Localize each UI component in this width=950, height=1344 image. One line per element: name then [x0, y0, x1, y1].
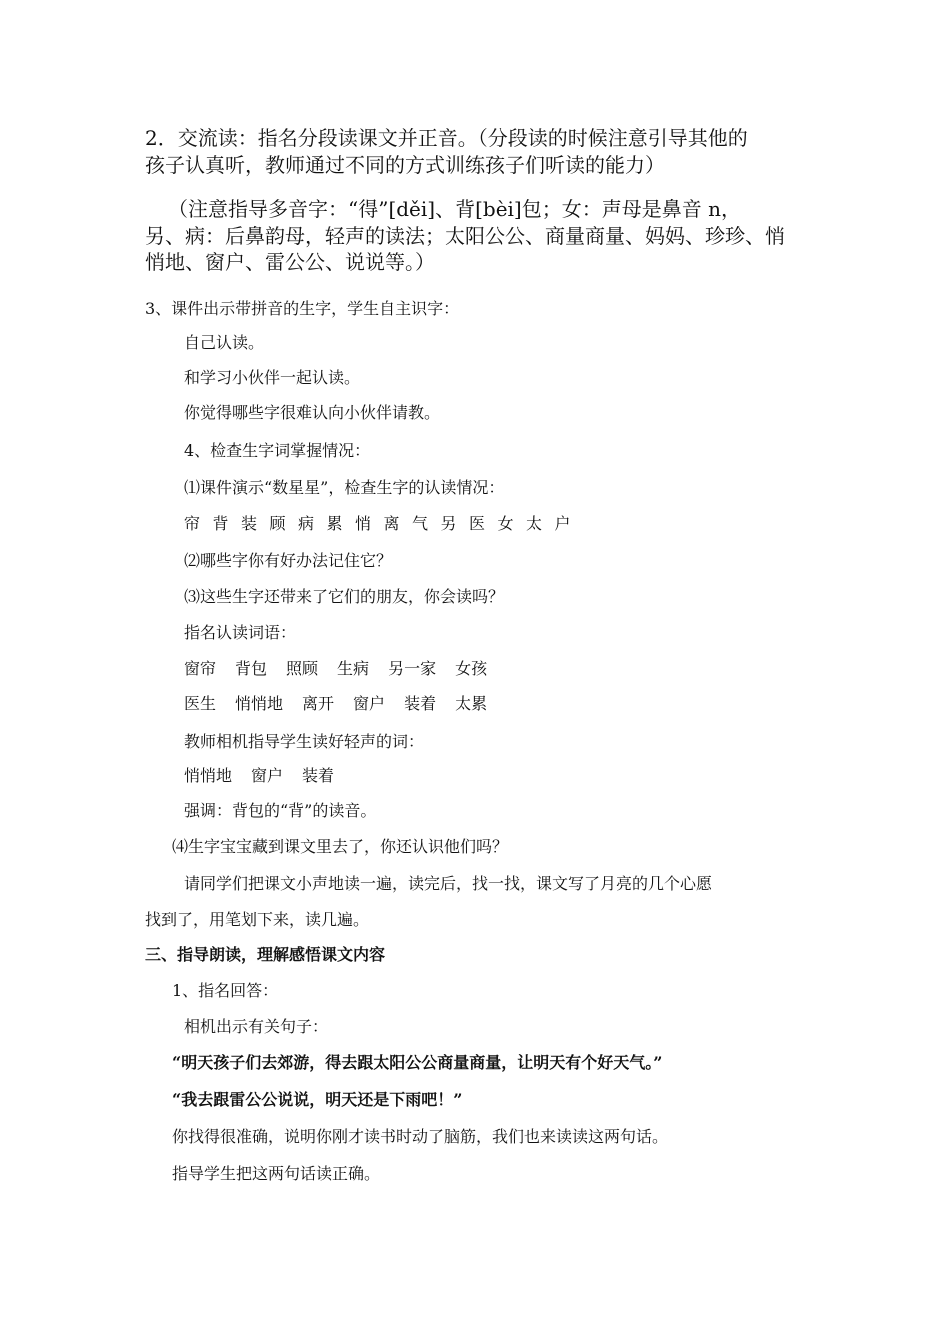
word: 离开: [302, 694, 335, 713]
character: 背: [212, 514, 229, 533]
emphasis-note: 强调：背包的“背”的读音。: [184, 801, 377, 820]
new-characters-row: [184, 513, 583, 535]
words-row-2: [184, 693, 506, 715]
word: 窗帘: [184, 659, 217, 678]
word: 装着: [302, 766, 335, 785]
word: 医生: [184, 694, 217, 713]
character: 帘: [184, 514, 201, 533]
step-ask-partner: 你觉得哪些字很难认向小伙伴请教。: [184, 403, 441, 422]
character: 太: [526, 514, 543, 533]
reading-instruction-line2: 找到了，用笔划下来，读几遍。: [145, 910, 370, 929]
check-item-2: ⑵哪些字你有好办法记住它？: [184, 551, 393, 570]
pronunciation-note-line2: 另、病：后鼻韵母，轻声的读法；太阳公公、商量商量、妈妈、珍珍、悄: [145, 224, 785, 248]
character: 女: [497, 514, 514, 533]
section2-line2: 孩子认真听，教师通过不同的方式训练孩子们听读的能力）: [145, 153, 665, 177]
section4-heading: 4、检查生字词掌握情况：: [184, 441, 371, 460]
character: 离: [383, 514, 400, 533]
quote-sentence-2: “我去跟雷公公说说，明天还是下雨吧！”: [172, 1090, 463, 1109]
quote-sentence-1: “明天孩子们去郊游，得去跟太阳公公商量商量，让明天有个好天气。”: [172, 1053, 663, 1072]
words-label: 指名认读词语：: [184, 623, 297, 642]
word: 装着: [404, 694, 437, 713]
word: 另一家: [388, 659, 437, 678]
word: 生病: [337, 659, 370, 678]
step-self-read: 自己认读。: [184, 333, 265, 352]
light-tone-words: [184, 765, 353, 787]
word: 悄悄地: [235, 694, 284, 713]
character: 病: [298, 514, 315, 533]
word: 窗户: [251, 766, 284, 785]
light-tone-label: 教师相机指导学生读好轻声的词：: [184, 732, 425, 751]
section3-heading: 3、课件出示带拼音的生字，学生自主识字：: [145, 299, 460, 318]
part3-heading: 三、指导朗读，理解感悟课文内容: [145, 945, 386, 964]
word: 背包: [235, 659, 268, 678]
word: 女孩: [455, 659, 488, 678]
point-1: 1、指名回答：: [172, 981, 279, 1000]
check-item-1: ⑴课件演示“数星星”，检查生字的认读情况：: [184, 478, 505, 497]
pronunciation-note-line3: 悄地、窗户、雷公公、说说等。）: [145, 250, 435, 274]
pronunciation-note-line1: （注意指导多音字：“得”[děi]、背[bèi]包；女：声母是鼻音 n，: [168, 197, 741, 221]
character: 医: [469, 514, 486, 533]
guide-text: 指导学生把这两句话读正确。: [172, 1164, 381, 1183]
words-row-1: [184, 658, 506, 680]
character: 装: [241, 514, 258, 533]
word: 照顾: [286, 659, 319, 678]
character: 户: [554, 514, 571, 533]
praise-text: 你找得很准确，说明你刚才读书时动了脑筋，我们也来读读这两句话。: [172, 1127, 669, 1146]
show-sentences: 相机出示有关句子：: [184, 1017, 329, 1036]
character: 累: [326, 514, 343, 533]
check-item-4: ⑷生字宝宝藏到课文里去了，你还认识他们吗？: [172, 837, 509, 856]
word: 太累: [455, 694, 488, 713]
character: 悄: [355, 514, 372, 533]
check-item-3: ⑶这些生字还带来了它们的朋友，你会读吗？: [184, 587, 505, 606]
character: 另: [440, 514, 457, 533]
word: 悄悄地: [184, 766, 233, 785]
reading-instruction-line1: 请同学们把课文小声地读一遍，读完后，找一找，课文写了月亮的几个心愿: [184, 874, 713, 893]
character: 顾: [269, 514, 286, 533]
section2-line1: 2．交流读：指名分段读课文并正音。（分段读的时候注意引导其他的: [145, 126, 748, 150]
word: 窗户: [353, 694, 386, 713]
character: 气: [412, 514, 429, 533]
step-partner-read: 和学习小伙伴一起认读。: [184, 368, 361, 387]
